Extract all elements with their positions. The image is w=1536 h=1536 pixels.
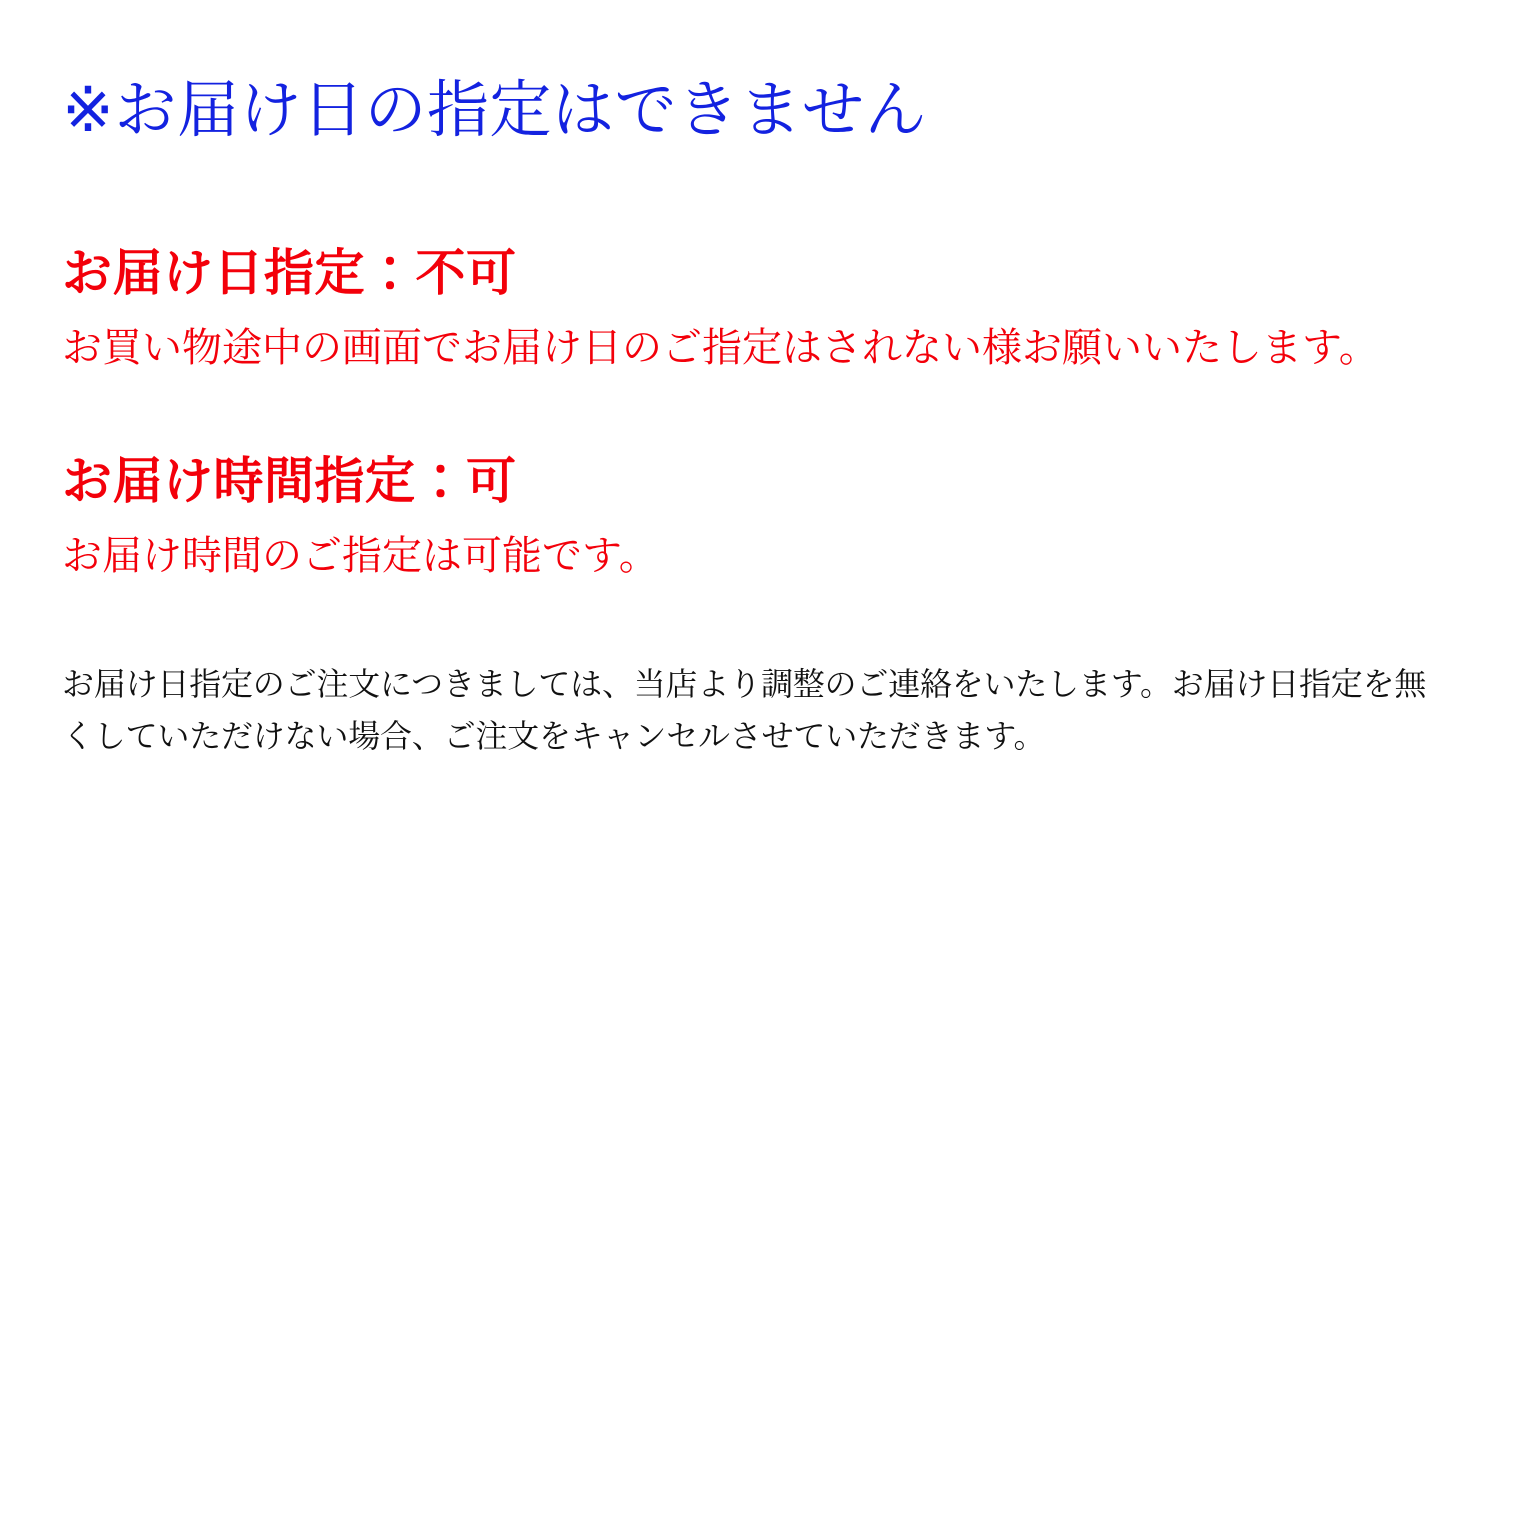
notice-content [62,74,1442,763]
section-body-delivery-time: お届け時間のご指定は可能です。 [62,534,659,579]
notice-section-delivery-time [62,451,1442,587]
section-body-delivery-date: お買い物途中の画面でお届け日のご指定はされない様お願いいたします。 [62,326,1379,371]
notice-section-delivery-date [62,243,1442,379]
notice-footnote: お届け日指定のご注文につきましては、当店より調整のご連絡をいたします。お届け日指定を無くしていただけない場合、ご注文をキャンセルさせていただきます。 [62,666,1427,754]
section-heading-delivery-date: お届け日指定：不可 [62,245,517,302]
section-heading-delivery-time: お届け時間指定：可 [62,453,517,510]
page-title: ※お届け日の指定はできません [62,76,927,145]
